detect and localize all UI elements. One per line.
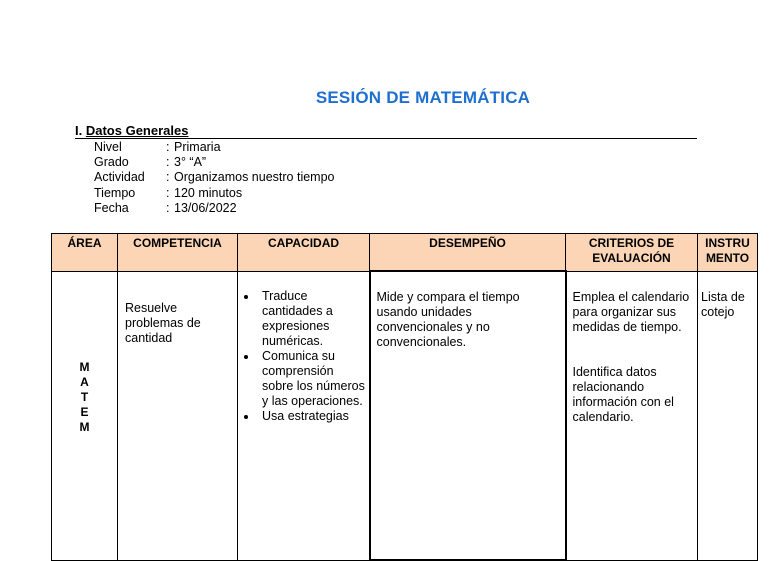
capacidad-item: • Traduce cantidades a expresiones numéricas. bbox=[258, 289, 367, 349]
header-capacidad: CAPACIDAD bbox=[238, 234, 370, 272]
general-data-list bbox=[94, 140, 335, 216]
session-table bbox=[51, 233, 758, 561]
header-area: ÁREA bbox=[52, 234, 118, 272]
general-key: Grado bbox=[94, 155, 129, 170]
general-colon: : bbox=[166, 170, 170, 185]
general-key: Actividad bbox=[94, 170, 145, 185]
header-competencia: COMPETENCIA bbox=[118, 234, 238, 272]
general-value: 13/06/2022 bbox=[174, 200, 237, 215]
area-letter: A bbox=[80, 374, 89, 389]
header-criterios-line2: EVALUACIÓN bbox=[592, 251, 671, 265]
area-letter: T bbox=[80, 389, 89, 404]
general-value: 120 minutos bbox=[174, 185, 243, 200]
general-row-actividad bbox=[94, 170, 335, 185]
header-instrumento-line1: INSTRU bbox=[705, 236, 750, 250]
general-value: Primaria bbox=[174, 140, 221, 154]
page-title: SESIÓN DE MATEMÁTICA bbox=[315, 88, 531, 107]
capacidad-list bbox=[242, 289, 367, 424]
general-key: Fecha bbox=[94, 200, 129, 215]
capacidad-cell bbox=[238, 271, 370, 560]
capacidad-item: • Comunica su comprensión sobre los números y las operaciones. bbox=[258, 349, 367, 409]
header-desempeno: DESEMPEÑO bbox=[370, 234, 566, 272]
table-row bbox=[52, 271, 758, 560]
area-letter: M bbox=[79, 359, 90, 374]
section-number: I. bbox=[75, 123, 83, 138]
header-instrumento bbox=[698, 234, 758, 272]
general-row-grado bbox=[94, 155, 335, 170]
general-key: Tiempo bbox=[94, 185, 136, 200]
general-value: 3° “A” bbox=[174, 155, 207, 170]
header-criterios bbox=[566, 234, 698, 272]
desempeno-cell: Mide y compara el tiempo usando unidades convencionales y no convencionales. bbox=[370, 271, 566, 560]
general-row-nivel bbox=[94, 140, 335, 155]
capacidad-item: • Usa estrategias bbox=[258, 409, 367, 424]
criterio-item: Identifica datos relacionando información con el calendario. bbox=[572, 364, 674, 424]
area-letter: E bbox=[80, 404, 89, 419]
area-cell bbox=[52, 271, 118, 560]
header-criterios-line1: CRITERIOS DE bbox=[588, 236, 675, 250]
header-instrumento-line2: MENTO bbox=[705, 251, 750, 265]
criterio-item: Emplea el calendario para organizar sus medidas de tiempo. bbox=[572, 289, 690, 334]
general-colon: : bbox=[166, 185, 170, 200]
section-label: Datos Generales bbox=[85, 123, 189, 138]
general-colon: : bbox=[166, 155, 170, 170]
general-colon: : bbox=[166, 140, 170, 154]
general-row-fecha bbox=[94, 201, 335, 216]
criterio-spacer bbox=[573, 335, 694, 365]
general-colon: : bbox=[166, 200, 170, 215]
general-value: Organizamos nuestro tiempo bbox=[174, 170, 335, 185]
section-heading bbox=[75, 123, 697, 139]
area-letter: M bbox=[79, 419, 90, 434]
competencia-cell: Resuelve problemas de cantidad bbox=[118, 271, 238, 560]
instrumento-cell: Lista de cotejo bbox=[698, 271, 758, 560]
criterios-cell bbox=[566, 271, 698, 560]
general-row-tiempo bbox=[94, 186, 335, 201]
table-header-row bbox=[52, 234, 758, 272]
general-key: Nivel bbox=[94, 140, 122, 154]
